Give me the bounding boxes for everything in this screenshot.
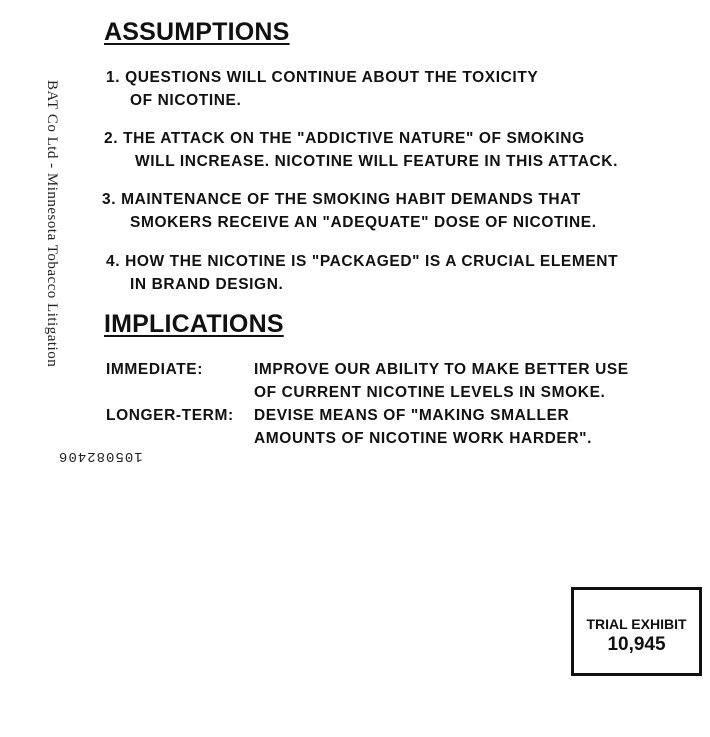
- implication-line1: IMPROVE OUR ABILITY TO MAKE BETTER USE: [254, 361, 629, 378]
- item-line1: MAINTENANCE OF THE SMOKING HABIT DEMANDS THAT: [121, 191, 581, 208]
- item-line1: QUESTIONS WILL CONTINUE ABOUT THE TOXICITY: [125, 69, 539, 86]
- implication-line2: OF CURRENT NICOTINE LEVELS IN SMOKE.: [254, 384, 606, 401]
- implication-line2: AMOUNTS OF NICOTINE WORK HARDER".: [254, 430, 592, 447]
- exhibit-number: 10,945: [607, 634, 666, 655]
- implications-heading: IMPLICATIONS: [104, 310, 284, 338]
- side-label-text: BAT Co Ltd - Minnesota Tobacco Litigation: [44, 80, 60, 368]
- item-number: 3.: [102, 191, 117, 208]
- assumption-item-3: [102, 188, 597, 234]
- item-line1: THE ATTACK ON THE "ADDICTIVE NATURE" OF SMOKING: [123, 130, 585, 147]
- item-line1: HOW THE NICOTINE IS "PACKAGED" IS A CRUCIAL ELEMENT: [125, 253, 619, 270]
- assumptions-heading: ASSUMPTIONS: [104, 18, 290, 46]
- implication-label-longer-term: LONGER-TERM:: [106, 407, 234, 424]
- item-number: 2.: [104, 130, 119, 147]
- implication-text-longer-term: [254, 404, 592, 450]
- assumption-item-4: [106, 250, 618, 296]
- litigation-side-label: [36, 80, 60, 380]
- implication-label-immediate: IMMEDIATE:: [106, 361, 203, 378]
- item-number: 4.: [106, 253, 121, 270]
- trial-exhibit-stamp: [571, 587, 702, 676]
- bates-number: 105082406: [58, 448, 143, 464]
- assumption-item-1: [106, 66, 538, 112]
- implication-text-immediate: [254, 358, 629, 404]
- exhibit-title: TRIAL EXHIBIT: [586, 616, 687, 632]
- assumption-item-2: [104, 127, 618, 173]
- item-line2: OF NICOTINE.: [130, 92, 242, 109]
- implication-line1: DEVISE MEANS OF "MAKING SMALLER: [254, 407, 570, 424]
- item-number: 1.: [106, 69, 121, 86]
- item-line2: WILL INCREASE. NICOTINE WILL FEATURE IN THIS ATTACK.: [135, 153, 618, 170]
- item-line2: SMOKERS RECEIVE AN "ADEQUATE" DOSE OF NICOTINE.: [130, 214, 597, 231]
- item-line2: IN BRAND DESIGN.: [130, 276, 284, 293]
